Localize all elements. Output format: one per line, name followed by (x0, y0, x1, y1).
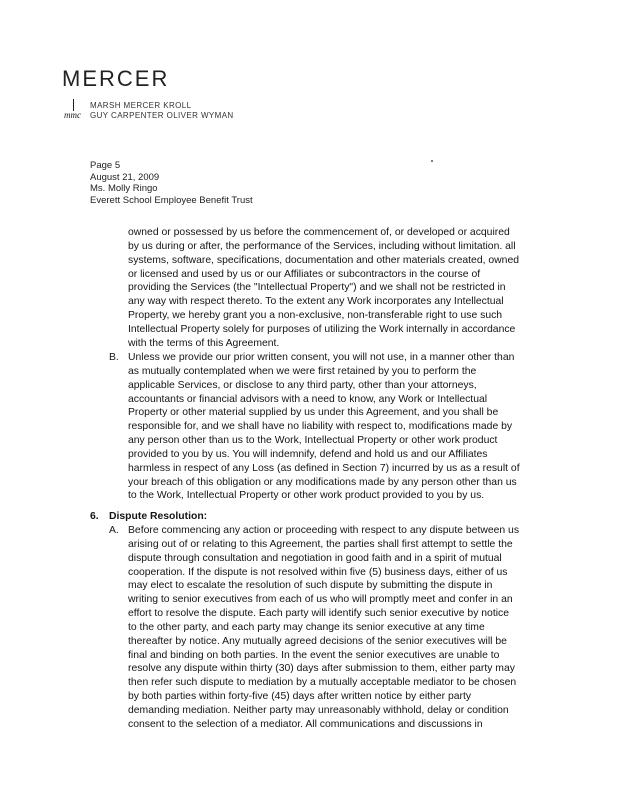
recipient-org: Everett School Employee Benefit Trust (90, 194, 253, 206)
section-6-number: 6. (90, 511, 99, 522)
mercer-logo: MERCER (62, 66, 170, 91)
para-6a: Before commencing any action or proceeding with respect to any dispute between us arising out of or relating to this Agreement, the parties shall first attempt to settle the dispute through consultation and negotiation in good faith and in a spirit of mutual cooperation. If the dispute is not resolved within five (5) business days, either of us may elect to escalate the resolution of such dispute by submitting the dispute in writing to senior executives from each of us who will promptly meet and confer in an effort to resolve the dispute. Each party will identify such senior executive by notice to the other party, and each party may change its senior executive at any time thereafter by notice. Any mutually agreed decisions of the senior executives will be final and binding on both parties. In the event the senior executives are unable to resolve any dispute within thirty (30) days after submission to them, either party may then refer such dispute to mediation by a mutually acceptable mediator to be chosen by both parties within forty-five (45) days after written notice by either party demanding mediation. Neither party may unreasonably withhold, delay or condition consent to the selection of a mediator. All communications and discussions in (128, 525, 520, 730)
company-line-1: MARSH MERCER KROLL (90, 101, 192, 110)
para-b: Unless we provide our prior written consent, you will not use, in a manner other than as mutually contemplated when we were first retained by you to perform the applicable Services, or disclose to any third party, other than your attorneys, accountants or financial advisors with a need to know, any Work or Intellectual Property or other material supplied by us under this Agreement, and you shall be responsible for, and we shall have no liability with respect to, modifications made by any person other than us to the Work, Intellectual Property or other work product provided to you by us. You will indemnify, defend and hold us and our Affiliates harmless in respect of any Loss (as defined in Section 7) incurred by us as a result of your breach of this obligation or any modifications made by any person other than us to the Work, Intellectual Property or other work product provided to you by us. (128, 352, 520, 502)
para-b-marker: B. (109, 352, 119, 363)
continued-paragraph: owned or possessed by us before the commencement of, or developed or acquired by us during or after, the performance of the Services, including without limitation. all systems, software, specifications, documentation and other materials created, owned or licensed and used by us or our Affiliates or subcontractors in the course of providing the Services (the "Intellectual Property") and we shall not be restricted in any way with respect thereto. To the extent any Work incorporates any Intellectual Property, we hereby grant you a non-exclusive, non-transferable right to use such Intellectual Property solely for purposes of utilizing the Work internally in accordance with the terms of this Agreement. (128, 227, 519, 349)
section-6-title: Dispute Resolution: (109, 511, 208, 522)
mmc-logo-icon: mmc (64, 99, 84, 121)
para-6a-marker: A. (109, 525, 119, 536)
letter-date: August 21, 2009 (90, 171, 160, 183)
recipient-name: Ms. Molly Ringo (90, 183, 158, 194)
page-number: Page 5 (90, 160, 121, 171)
company-line-2: GUY CARPENTER OLIVER WYMAN (90, 111, 234, 120)
